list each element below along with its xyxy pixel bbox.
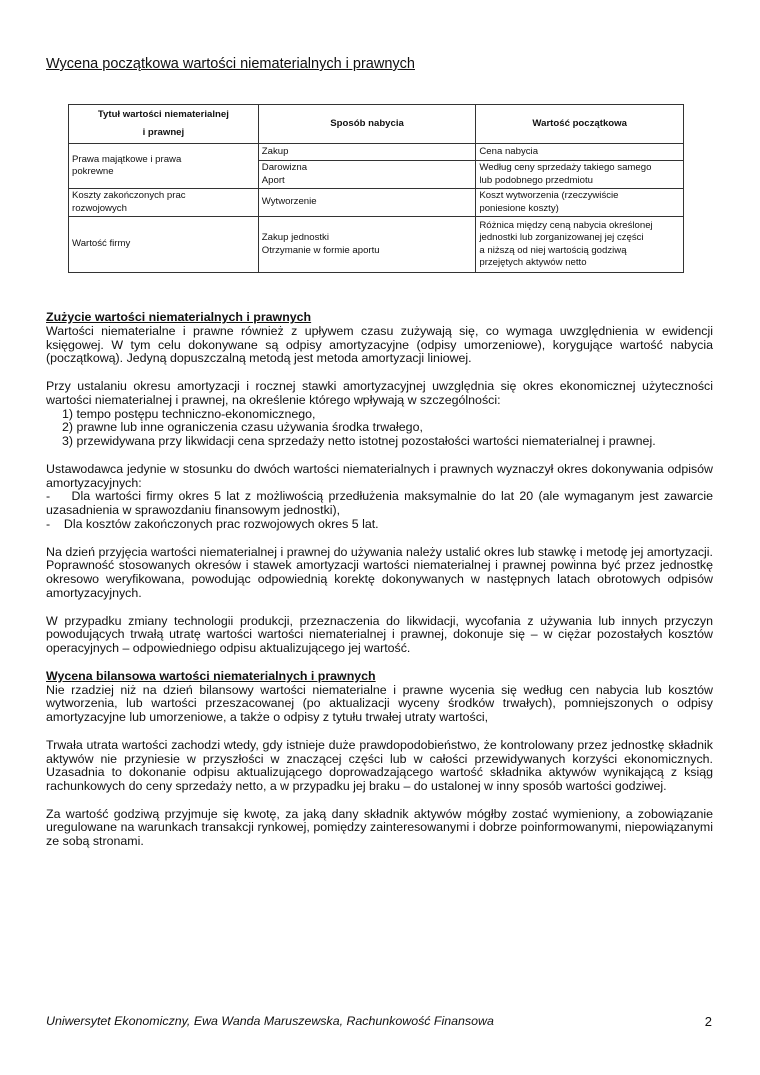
section-depreciation (46, 310, 717, 849)
cell-value: Koszt wytworzenia (rzeczywiście poniesione koszty) (476, 189, 684, 217)
table-row (69, 144, 684, 161)
paragraph: Nie rzadziej niż na dzień bilansowy wartości niematerialne i prawne wycenia się według cen nabycia lub kosztów wytworzenia, lub wartości przeszacowanej (po aktualizacji wyceny środków trwałych), pomniejszonych o odpisy amortyzacyjne lub umorzeniowe, a także o odpisy z tytułu trwałej utraty wartości, (46, 682, 713, 725)
paragraph: Przy ustalaniu okresu amortyzacji i rocznej stawki amortyzacyjnej uwzględnia się okres ekonomicznej użyteczności wartości niematerialnej i prawnej, na określenie którego wpływają w szczególności: (46, 378, 713, 407)
list-item: - Dla wartości firmy okres 5 lat z możliwością przedłużenia maksymalnie do lat 20 (ale wymaganym jest zawarcie uzasadnienia w sprawozdaniu finansowym jednostki), (46, 489, 717, 518)
table-row (69, 217, 684, 273)
paragraph: Na dzień przyjęcia wartości niematerialnej i prawnej do używania należy ustalić okres lub stawkę i metodę jej amortyzacji. Poprawność stosowanych okresów i stawek amortyzacji wartości niematerialnej i prawnej powinna być przez jednostkę okresowo weryfikowana, powodując odpowiednią korektę dokonywanych w następnych latach obrotowych odpisów amortyzacyjnych. (46, 544, 713, 600)
paragraph: W przypadku zmiany technologii produkcji, przeznaczenia do likwidacji, wycofania z używania lub innych przyczyn powodujących trwałą utratę wartości wartości niematerialnej i prawnej, dokonuje się – w ciężar pozostałych kosztów operacyjnych – odpowiedniego odpisu aktualizującego jej wartość. (46, 613, 713, 656)
cell-method: Wytworzenie (258, 189, 476, 217)
cell-value: Różnica między ceną nabycia określonej jednostki lub zorganizowanej jej części a niższą od niej wartością godziwą przejętych aktywów netto (476, 217, 684, 273)
cell-method: Zakup (258, 144, 476, 161)
cell-method: Darowizna Aport (258, 161, 476, 189)
cell-title: Prawa majątkowe i prawa pokrewne (69, 144, 259, 189)
footer-text: Uniwersytet Ekonomiczny, Ewa Wanda Maruszewska, Rachunkowość Finansowa (46, 1014, 494, 1028)
header-method: Sposób nabycia (258, 105, 476, 144)
header-title: Tytuł wartości niematerialnej i prawnej (69, 105, 259, 144)
table-header-row (69, 105, 684, 144)
page-title: Wycena początkowa wartości niematerialnych i prawnych (46, 56, 415, 72)
paragraph: Wartości niematerialne i prawne również z upływem czasu zużywają się, co wymaga uwzględnienia w ewidencji księgowej. W tym celu dokonywane są odpisy amortyzacyjne (odpisy umorzeniowe), korygujące wartość nabycia (początkową). Jedyną dopuszczalną metodą jest metoda amortyzacji liniowej. (46, 323, 713, 366)
cell-method: Zakup jednostki Otrzymanie w formie aportu (258, 217, 476, 273)
table-row (69, 189, 684, 217)
header-value: Wartość początkowa (476, 105, 684, 144)
page-number: 2 (704, 1014, 712, 1029)
list-item: 1) tempo postępu techniczno-ekonomicznego, (62, 406, 316, 421)
cell-title: Koszty zakończonych prac rozwojowych (69, 189, 259, 217)
cell-value: Według ceny sprzedaży takiego samego lub podobnego przedmiotu (476, 161, 684, 189)
section-heading: Zużycie wartości niematerialnych i prawnych (46, 310, 312, 324)
list-item: 2) prawne lub inne ograniczenia czasu używania środka trwałego, (62, 420, 423, 435)
paragraph: Ustawodawca jedynie w stosunku do dwóch wartości niematerialnych i prawnych wyznaczył okres dokonywania odpisów amortyzacyjnych: (46, 461, 713, 490)
cell-title: Wartość firmy (69, 217, 259, 273)
initial-valuation-table (68, 104, 684, 273)
list-item: - Dla kosztów zakończonych prac rozwojowych okres 5 lat. (46, 516, 379, 531)
paragraph: Trwała utrata wartości zachodzi wtedy, gdy istnieje duże prawdopodobieństwo, że kontrolowany przez jednostkę składnik aktywów nie przyniesie w przyszłości w znaczącej części lub w całości przewidywanych korzyści ekonomicznych. Uzasadnia to dokonanie odpisu aktualizującego doprowadzającego wartość składnika aktywów wynikającą z ksiąg rachunkowych do ceny sprzedaży netto, a w przypadku jej braku – do ustalonej w inny sposób wartości godziwej. (46, 737, 713, 794)
paragraph: Za wartość godziwą przyjmuje się kwotę, za jaką dany składnik aktywów mógłby zostać wymieniony, a zobowiązanie uregulowane na warunkach transakcji rynkowej, pomiędzy zainteresowanymi i dobrze poinformowanymi, niepowiązanymi ze sobą stronami. (46, 806, 713, 849)
list-item: 3) przewidywana przy likwidacji cena sprzedaży netto istotnej pozostałości wartości niematerialnej i prawnej. (62, 434, 656, 449)
cell-value: Cena nabycia (476, 144, 684, 161)
section-heading: Wycena bilansowa wartości niematerialnych i prawnych (46, 668, 376, 683)
